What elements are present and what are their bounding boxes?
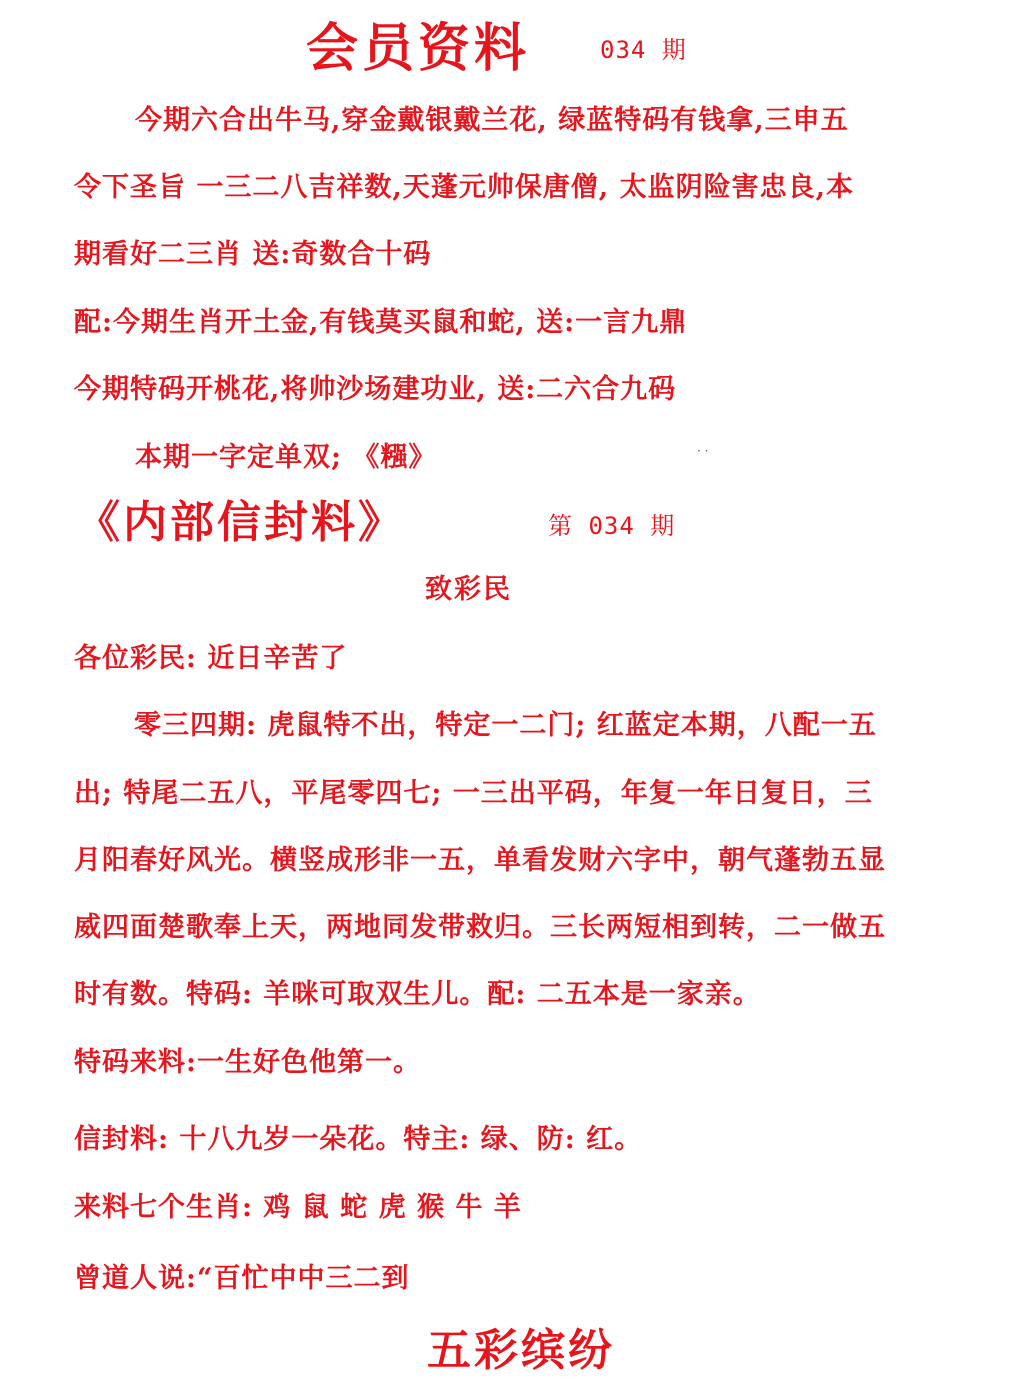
- zodiac-list-item: 来料七个生肖: 鸡 鼠 蛇 虎 猴 牛 羊: [74, 1192, 522, 1223]
- member-info-line-3: 期看好二三肖 送:奇数合十码: [74, 239, 432, 270]
- member-info-line-4: 配:今期生肖开土金,有钱莫买鼠和蛇, 送:一言九鼎: [74, 307, 688, 338]
- member-info-issue: 034 期: [600, 36, 687, 64]
- member-info-title: 会员资料: [306, 18, 531, 79]
- envelope-title: 《内部信封料》: [76, 497, 405, 548]
- envelope-line-4: 威四面楚歌奉上天，两地同发带救归。三长两短相到转，二一做五: [74, 912, 886, 943]
- member-info-line-1: 今期六合出牛马,穿金戴银戴兰花, 绿蓝特码有钱拿,三申五: [135, 105, 849, 136]
- speck-marks: · ·: [697, 444, 709, 458]
- member-info-line-2: 令下圣旨 一三二八吉祥数,天蓬元帅保唐僧, 太监阴险害忠良,本: [74, 172, 854, 203]
- envelope-line-5: 时有数。特码: 羊咪可取双生儿。配: 二五本是一家亲。: [74, 979, 761, 1010]
- special-code-item: 特码来料:一生好色他第一。: [74, 1047, 421, 1078]
- envelope-greeting: 各位彩民: 近日辛苦了: [74, 643, 348, 674]
- member-info-line-6: 本期一字定单双; 《糨》: [135, 442, 437, 473]
- envelope-line-1: 零三四期: 虎鼠特不出，特定一二门; 红蓝定本期，八配一五: [134, 710, 877, 741]
- envelope-line-3: 月阳春好风光。横竖成形非一五，单看发财六字中，朝气蓬勃五显: [74, 845, 886, 876]
- quote-item: 曾道人说:“百忙中中三二到: [74, 1263, 410, 1294]
- envelope-material-item: 信封料: 十八九岁一朵花。特主: 绿、防: 红。: [74, 1124, 643, 1155]
- envelope-issue: 第 034 期: [548, 512, 676, 540]
- envelope-subtitle: 致彩民: [425, 574, 512, 605]
- envelope-line-2: 出; 特尾二五八，平尾零四七; 一三出平码，年复一年日复日，三: [74, 778, 873, 809]
- member-info-line-5: 今期特码开桃花,将帅沙场建功业, 送:二六合九码: [74, 374, 677, 405]
- footer-title: 五彩缤纷: [427, 1325, 615, 1376]
